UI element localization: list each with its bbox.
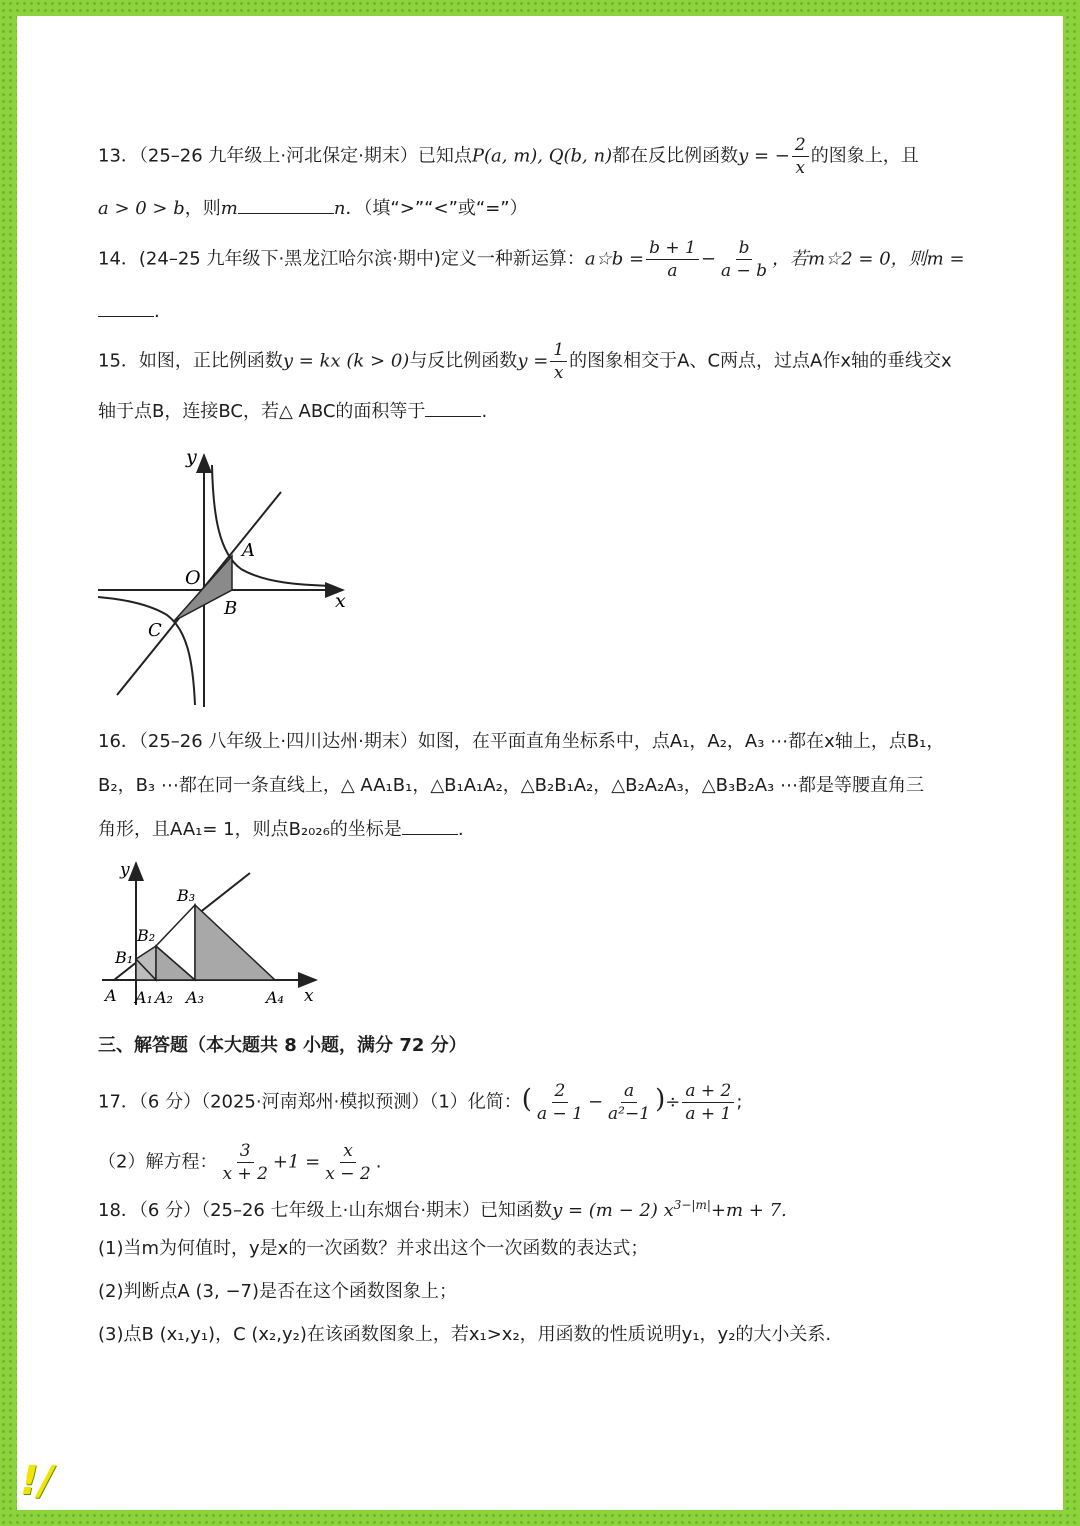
q14-fraction-2: $\frac{b}{a - b}$ [720,238,768,281]
label-b3: B₃ [177,886,196,905]
label-y: y [186,446,197,468]
q18-part1: (1)当m为何值时，y是x的一次函数？并求出这个一次函数的表达式； [98,1238,649,1259]
figure-q16 [98,855,328,1010]
q17-fraction-2: $\frac{a}{\text{a²−1}}$ [608,1081,651,1124]
label-a1: A₁ [135,988,153,1007]
q13-fraction: $\frac{2}{x}$ [792,134,809,179]
label-c: C [148,620,162,641]
q18-part2: (2)判断点A (3, −7)是否在这个函数图象上； [98,1281,458,1302]
figure-q15 [95,445,360,710]
q18-stem: 18．（6 分）（25–26 七年级上·山东烟台·期末）已知函数y = (m − 2) $x^{3-|m|}+m + 7$. [98,1198,787,1221]
label-a4: A₄ [266,988,284,1007]
label-o: O [185,567,201,589]
q16-line2: B₂，B₃ ⋯都在同一条直线上，△ AA₁B₁，△B₁A₁A₂，△B₂B₁A₂，△B₂A₂A₃，△B₃B₂A₃ ⋯都是等腰直角三 [98,775,924,796]
q13-line1: 13．（25–26 九年级上·河北保定·期末）已知点P(a, m), Q(b, n)都在反比例函数y = − $\frac{2}{x}$ 的图象上，且 [98,135,919,178]
q13-line2: a > 0 > b，则m n．（填“>”“<”或“=”） [98,195,528,222]
q16-answer-blank[interactable] [402,816,458,835]
label-y: y [120,860,130,880]
brand-logo: !/ [15,1458,58,1504]
q17-part1: 17．（6 分）（2025·河南郑州·模拟预测）（1）化简：( $\frac{2}{a - 1}$ − $\frac{a}{\text{a²−1}}$ )÷ $\frac{a + 2}{a + 1}$ ; [98,1081,743,1124]
label-b1: B₁ [115,948,134,967]
q16-line1: 16．（25–26 八年级上·四川达州·期末）如图，在平面直角坐标系中，点A₁，A₂，A₃ ⋯都在x轴上，点B₁， [98,731,945,752]
q15-answer-blank[interactable] [425,398,481,417]
q14-line1: 14．(24–25 九年级下·黑龙江哈尔滨·期中)定义一种新运算：a☆b = $\frac{b + 1}{a}$ − $\frac{b}{a - b}$ ，若m☆2 = 0，则m = [98,238,965,281]
q15-fraction: $\frac{1}{x}$ [550,339,567,384]
label-a2: A₂ [155,988,173,1007]
q17-eq-fraction-2: $\frac{x}{x - 2}$ [325,1141,371,1184]
q17-fraction-3: $\frac{a + 2}{a + 1}$ [682,1080,734,1125]
label-x: x [304,986,314,1006]
label-b2: B₂ [137,926,156,945]
q13-answer-blank[interactable] [238,195,334,214]
q14-fraction-1: $\frac{b + 1}{a}$ [646,237,699,282]
q17-fraction-1: $\frac{2}{a - 1}$ [536,1081,583,1124]
triangle-5 [195,905,275,980]
q17-eq-fraction-1: $\frac{3}{x + 2}$ [222,1141,268,1184]
label-a: A [242,540,255,561]
label-b: B [224,598,238,619]
q14-answer-blank[interactable] [98,298,154,317]
q14-line2: . [98,298,160,325]
q15-line1: 15．如图，正比例函数y = kx (k > 0)与反比例函数y = $\frac{1}{x}$ 的图象相交于A、C两点，过点A作x轴的垂线交x [98,340,952,383]
q15-line2: 轴于点B，连接BC，若△ ABC的面积等于 . [98,398,487,425]
q16-line3: 角形，且AA₁= 1，则点B₂₀₂₆的坐标是 . [98,816,464,843]
q17-part2: （2）解方程： $\frac{3}{x + 2}$ +1 = $\frac{x}{x - 2}$ . [98,1141,382,1184]
q18-part3: (3)点B (x₁,y₁)，C (x₂,y₂)在该函数图象上，若x₁>x₂，用函数的性质说明y₁，y₂的大小关系. [98,1324,832,1345]
label-a3: A₃ [186,988,204,1007]
section-3-title: 三、解答题（本大题共 8 小题，满分 72 分） [98,1035,467,1056]
label-a: A [105,986,117,1005]
label-x: x [335,590,346,612]
